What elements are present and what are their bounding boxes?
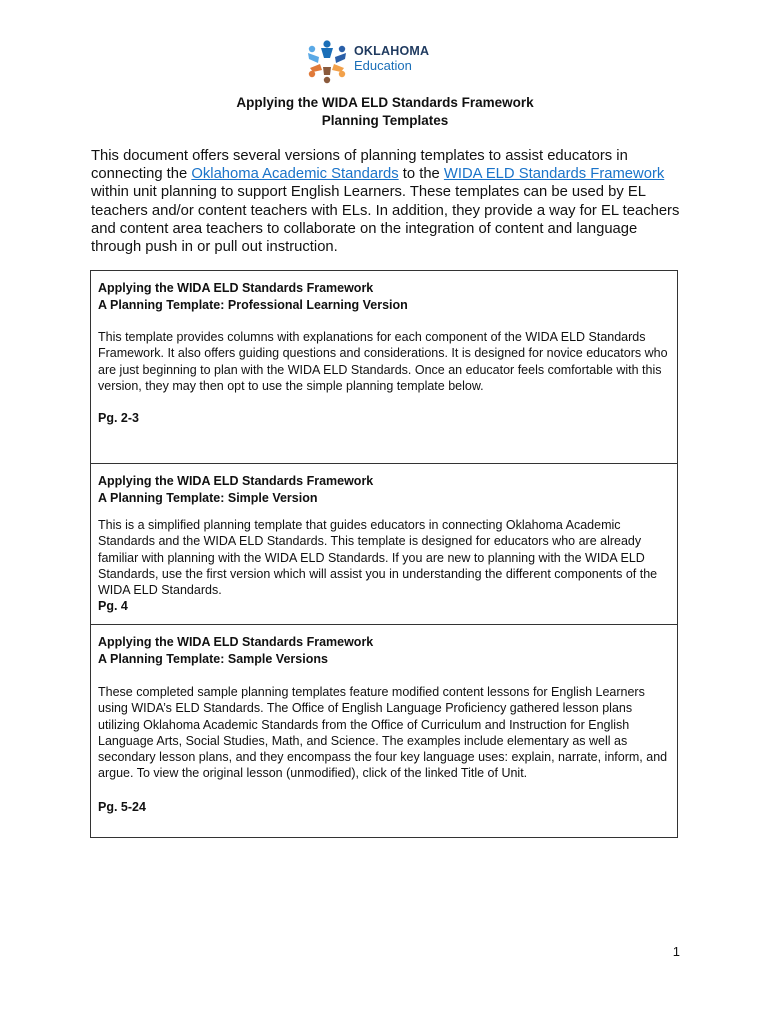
intro-text-1: This document offers several versions of planning templates to assist educators in connecting the [91, 148, 628, 183]
title-line-1: Applying the WIDA ELD Standards Framework [236, 95, 534, 110]
section-heading-line-2: A Planning Template: Sample Versions [98, 651, 328, 666]
logo-text-education: Education [354, 58, 412, 73]
intro-text-2: to the [398, 166, 444, 183]
section-heading-line-2: A Planning Template: Professional Learning Version [98, 297, 408, 312]
section-heading [98, 473, 670, 506]
page-number: 1 [672, 944, 680, 959]
oklahoma-education-logo [302, 36, 472, 88]
section-heading-line-1: Applying the WIDA ELD Standards Framework [98, 635, 374, 649]
section-description: This template provides columns with explanations for each component of the WIDA ELD Standards Framework. It also offers guiding questions and considerations. It is designed for novice educators who are just beginning to plan with the WIDA ELD Standards. Once an educator feels comfortable with this version, they may then opt to use the simple planning template below. [98, 330, 668, 393]
section-heading-line-2: A Planning Template: Simple Version [98, 490, 318, 505]
section-page-range: Pg. 5-24 [98, 799, 146, 814]
oklahoma-academic-standards-link[interactable]: Oklahoma Academic Standards [191, 166, 399, 183]
template-sections-table [90, 270, 678, 838]
section-heading-line-1: Applying the WIDA ELD Standards Framework [98, 474, 374, 488]
title-line-2: Planning Templates [321, 113, 449, 128]
section-description: These completed sample planning templates feature modified content lessons for English Learners using WIDA’s ELD Standards. The Office of English Language Proficiency gathered lesson plans utilizing Oklahoma Academic Standards from the Office of Curriculum and Instruction for English Language Arts, Social Studies, Math, and Science. The examples include elementary as well as secondary lesson plans, and they encompass the four key language uses: explain, narrate, inform, and argue. To view the original lesson (unmodified), click of the linked Title of Unit. [98, 685, 668, 781]
section-page-range: Pg. 4 [98, 599, 128, 614]
section-description: This is a simplified planning template that guides educators in connecting Oklahoma Academic Standards and the WIDA ELD Standards. This template is designed for educators who are already familiar with planning with the WIDA ELD Standards. If you are new to planning with the WIDA ELD Standards, use the first version which will assist you in understanding the different components of the WIDA ELD Standards. [98, 518, 658, 598]
wida-eld-standards-framework-link[interactable]: WIDA ELD Standards Framework [443, 166, 665, 183]
section-professional-learning [91, 271, 677, 464]
intro-text-3: within unit planning to support English Learners. These templates can be used by EL teachers and/or content teachers with ELs. In addition, they provide a way for EL teachers and content area teachers to collaborate on the integration of content and language through push in or pull out instruction. [91, 184, 680, 256]
star-people-logo-icon [302, 36, 352, 86]
document-title [0, 94, 770, 130]
intro-paragraph [91, 147, 691, 256]
section-heading [98, 634, 670, 667]
section-sample-versions [91, 625, 677, 837]
section-heading-line-1: Applying the WIDA ELD Standards Framework [98, 281, 374, 295]
logo-text-oklahoma: OKLAHOMA [354, 44, 430, 58]
section-simple-version [91, 464, 677, 625]
section-heading [98, 280, 670, 313]
section-page-range: Pg. 2-3 [98, 411, 139, 426]
